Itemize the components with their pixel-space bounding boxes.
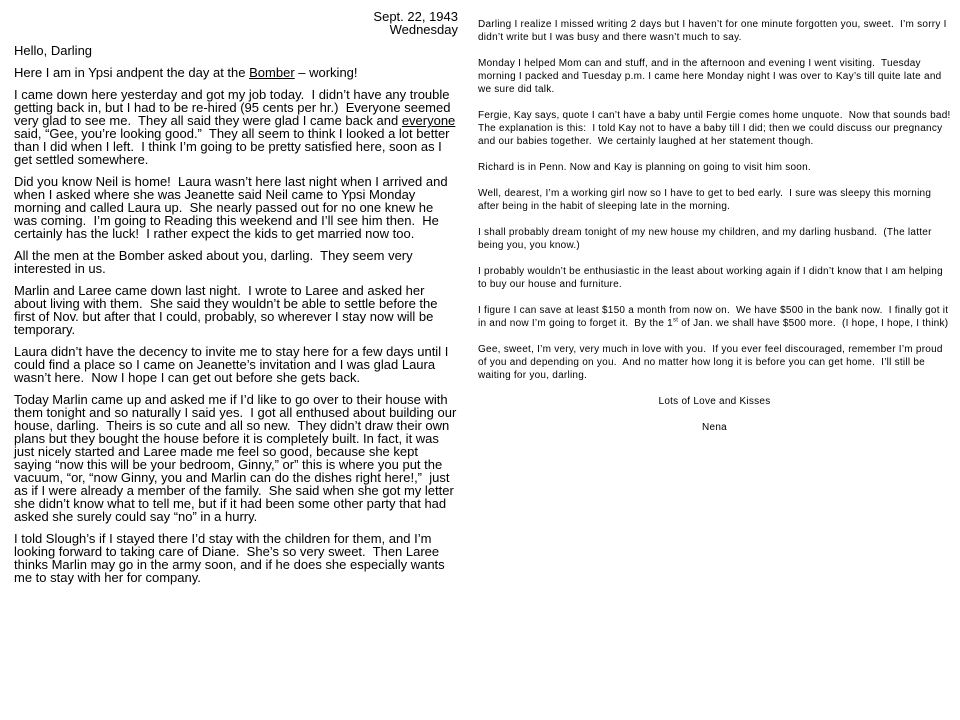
text-run: Hello, Darling: [14, 43, 93, 58]
letter-paragraph: [478, 109, 957, 148]
text-run: Darling I realize I missed writing 2 days but I haven’t for one minute forgotten you, sweet. I’m sorry I didn’t write but I was busy and there wasn’t much to say.: [478, 19, 950, 43]
text-run: Nena: [702, 422, 727, 433]
letter-paragraph: [478, 265, 951, 291]
letter-paragraph: [14, 66, 458, 79]
letter-paragraph: [478, 226, 951, 252]
letter-paragraph: [14, 249, 458, 275]
left-page-body: [14, 44, 458, 584]
right-page-column: [478, 18, 957, 447]
underlined-text: everyone: [401, 113, 456, 128]
letter-paragraph: [14, 88, 458, 166]
letter-paragraph: [478, 421, 951, 434]
text-run: – working!: [294, 65, 358, 80]
text-run: Lots of Love and Kisses: [658, 396, 771, 407]
text-run: All the men at the Bomber asked about you, darling. They seem very interested in us.: [14, 248, 417, 276]
text-run: Well, dearest, I’m a working girl now so I have to get to bed early. I sure was sleepy this morning after being in the habit of sleeping late in the morning.: [478, 188, 935, 212]
text-run: I shall probably dream tonight of my new house my children, and my darling husband. (The latter being you, you know.): [478, 227, 935, 251]
weekday-line: Wednesday: [389, 22, 458, 37]
text-run: I probably wouldn’t be enthusiastic in the least about working again if I didn’t know that I am helping to buy our house and furniture.: [478, 266, 946, 290]
underlined-text: Bomber: [249, 65, 295, 80]
left-page-column: [14, 10, 458, 593]
text-run: Marlin and Laree came down last night. I wrote to Laree and asked her about living with them. She said they wouldn’t be able to settle before the first of Nov. but after that I could, probably, so wherever I stay now will be temporary.: [14, 283, 442, 337]
letter-paragraph: [14, 284, 458, 336]
letter-paragraph: [478, 161, 951, 174]
letter-paragraph: [478, 187, 951, 213]
text-run: I told Slough’s if I stayed there I’d stay with the children for them, and I’m looking forward to taking care of Diane. She’s so very sweet. Then Laree thinks Marlin may go in the army soon, and if he does she especially wants me to stay with her for company.: [14, 531, 449, 585]
text-run: Did you know Neil is home! Laura wasn’t here last night when I arrived and when I asked where she was Jeanette said Neil came to Ypsi Monday morning and called Laura up. She nearly passed out for no one knew he was coming. I’m going to Reading this weekend and I’ll see him then. He certainly has the luck! I rather expect the kids to get married now too.: [14, 174, 452, 241]
date-line: Sept. 22, 1943: [373, 9, 458, 24]
text-run: I came down here yesterday and got my job today. I didn’t have any trouble getting back in, but I had to be re-hired (95 cents per hr.) Everyone seemed very glad to see me. They all said they were glad I came back and: [14, 87, 455, 128]
right-page-body: [478, 18, 957, 434]
text-run: Today Marlin came up and asked me if I’d like to go over to their house with them tonight and so naturally I said yes. I got all enthused about building our house, darling. Theirs is so cute and all so new. They didn’t draw their own plans but they bought the house before it is completely built. In fact, it was just nicely started and Laree made me feel so good, because she kept saying “now this will be your bedroom, Ginny,” or” this is where you put the vacuum, “or, “now Ginny, you and Marlin can do the dishes right here!,” just as if I were already a member of the family. She said when she got my letter she didn’t know what to tell me, but if it had been some other party that had asked she surely could say “no” in a hurry.: [14, 392, 460, 524]
text-run: of Jan. we shall have $500 more. (I hope, I hope, I think): [678, 318, 949, 329]
letter-paragraph: [478, 57, 951, 96]
text-run: I figure I can save at least $150 a month from now on. We have $500 in the bank now. I finally got it in and now I’m going to forget it. By the 1: [478, 305, 952, 329]
text-run: Fergie, Kay says, quote I can’t have a baby until Fergie comes home unquote. Now that sounds bad! The explanation is this: I told Kay not to have a baby till I did; then we could discuss our pregnancy and our babies together. We certainly laughed at her statement though.: [478, 110, 957, 147]
letter-paragraph: [14, 393, 458, 523]
letter-paragraph: [14, 532, 458, 584]
letter-paragraph: [14, 44, 458, 57]
date-block: [14, 10, 458, 36]
text-run: Laura didn’t have the decency to invite me to stay here for a few days until I could find a place so I came on Jeanette’s invitation and I was glad Laura wasn’t here. Now I hope I can get out before she gets back.: [14, 344, 452, 385]
letter-paragraph: [14, 175, 458, 240]
text-run: said, “Gee, you’re looking good.” They all seem to think I looked a lot better than I did when I left. I think I’m going to be pretty satisfied here, soon as I get settled somewhere.: [14, 113, 459, 167]
letter-paragraph: [478, 395, 951, 408]
text-run: Here I am in Ypsi andpent the day at the: [14, 65, 250, 80]
letter-paragraph: [478, 18, 951, 44]
text-run: Gee, sweet, I’m very, very much in love with you. If you ever feel discouraged, remember I’m proud of you and depending on you. And no matter how long it is before you can get home. I’ll still be waiting for you, darling.: [478, 344, 946, 381]
letter-paragraph: [478, 304, 951, 330]
text-run: Monday I helped Mom can and stuff, and in the afternoon and evening I went visiting. Tuesday morning I packed and Tuesday p.m. I came here Monday night I was over to Kay’s till quite late and we sure did talk.: [478, 58, 945, 95]
superscript-text: st: [673, 317, 679, 324]
text-run: Richard is in Penn. Now and Kay is planning on going to visit him soon.: [478, 162, 811, 173]
letter-paragraph: [14, 345, 458, 384]
letter-paragraph: [478, 343, 951, 382]
